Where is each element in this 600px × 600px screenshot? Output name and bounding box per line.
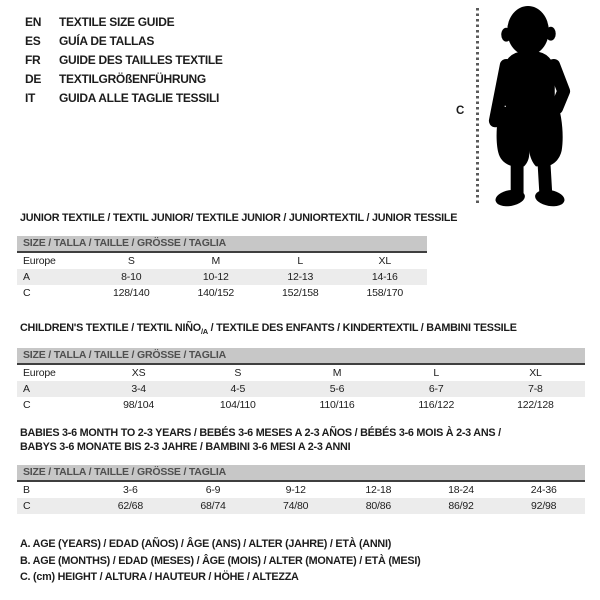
language-title: GUÍA DE TALLAS: [59, 33, 155, 48]
legend-line-b: B. AGE (MONTHS) / EDAD (MESES) / ÂGE (MOIS) / ALTER (MONATE) / ETÀ (MESI): [20, 554, 421, 567]
table-cell: 9-12: [285, 484, 306, 496]
language-code: ES: [25, 33, 41, 48]
table-cell: XL: [529, 367, 542, 379]
size-header-bar: SIZE / TALLA / TAILLE / GRÖSSE / TAGLIA: [17, 465, 585, 482]
table-cell: 68/74: [200, 500, 226, 512]
table-row: [17, 365, 585, 381]
table-cell: 3-4: [131, 383, 146, 395]
table-cell: 140/152: [197, 287, 235, 299]
table-row: [17, 498, 585, 514]
language-code: IT: [25, 90, 36, 105]
table-cell: 74/80: [283, 500, 309, 512]
table-cell: 6-9: [205, 484, 221, 496]
babies-size-table: [17, 465, 585, 514]
table-cell: 152/158: [281, 287, 319, 299]
table-cell: S: [127, 255, 135, 267]
children-title-subscript: /A: [200, 327, 208, 337]
table-cell: 116/122: [418, 399, 455, 411]
language-code: EN: [25, 14, 42, 29]
language-row-es: [25, 31, 223, 50]
table-cell: 8-10: [121, 271, 142, 283]
row-label: C: [23, 287, 31, 299]
children-title-pre: CHILDREN'S TEXTILE / TEXTIL NIÑO: [20, 322, 201, 334]
children-size-table: [17, 348, 585, 413]
table-cell: 122/128: [517, 399, 554, 411]
junior-table-title: JUNIOR TEXTILE / TEXTIL JUNIOR/ TEXTILE JUNIOR / JUNIORTEXTIL / JUNIOR TESSILE: [20, 212, 458, 224]
babies-title-line2: BABYS 3-6 MONATE BIS 2-3 JAHRE / BAMBINI 3-6 MESI A 2-3 ANNI: [20, 441, 351, 453]
row-label: A: [23, 383, 30, 395]
table-cell: 18-24: [448, 484, 474, 496]
row-label: Europe: [23, 255, 56, 267]
height-measure-label: C: [456, 105, 465, 117]
language-row-en: [25, 12, 223, 31]
language-row-it: [25, 88, 223, 107]
language-title-list: [25, 12, 223, 107]
row-label: A: [23, 271, 30, 283]
row-label: Europe: [23, 367, 56, 379]
children-table-title: [20, 322, 517, 336]
language-row-de: [25, 69, 223, 88]
table-row: [17, 482, 585, 498]
language-title: GUIDE DES TAILLES TEXTILE: [59, 52, 223, 67]
language-code: DE: [25, 71, 42, 86]
language-title: TEXTILE SIZE GUIDE: [59, 14, 175, 29]
table-cell: 62/68: [117, 500, 143, 512]
size-header-bar: SIZE / TALLA / TAILLE / GRÖSSE / TAGLIA: [17, 236, 427, 253]
language-title: TEXTILGRÖßENFÜHRUNG: [59, 71, 206, 86]
table-cell: XS: [131, 367, 146, 379]
table-cell: 92/98: [531, 500, 557, 512]
table-row: [17, 285, 427, 301]
table-cell: 14-16: [371, 271, 398, 283]
table-cell: 3-6: [123, 484, 138, 496]
language-title: GUIDA ALLE TAGLIE TESSILI: [59, 90, 220, 105]
language-code: FR: [25, 52, 41, 67]
table-cell: 158/170: [366, 287, 404, 299]
table-cell: 80/86: [365, 500, 391, 512]
table-cell: 4-5: [230, 383, 246, 395]
table-cell: 12-13: [287, 271, 314, 283]
babies-table-title: [20, 426, 585, 454]
row-label: B: [23, 484, 30, 496]
table-row: [17, 381, 585, 397]
table-cell: 5-6: [329, 383, 345, 395]
language-row-fr: [25, 50, 223, 69]
table-cell: 128/140: [112, 287, 150, 299]
table-row: [17, 397, 585, 413]
table-cell: 10-12: [202, 271, 229, 283]
table-cell: 98/104: [123, 399, 155, 411]
table-cell: 86/92: [448, 500, 474, 512]
baby-silhouette-icon: [484, 4, 574, 207]
legend-line-a: A. AGE (YEARS) / EDAD (AÑOS) / ÂGE (ANS) / ALTER (JAHRE) / ETÀ (ANNI): [20, 538, 392, 550]
legend-line-c: C. (cm) HEIGHT / ALTURA / HAUTEUR / HÖHE / ALTEZZA: [20, 571, 299, 583]
table-cell: M: [332, 367, 342, 379]
table-cell: 24-36: [530, 484, 557, 496]
table-row: [17, 269, 427, 285]
height-measure-dotted-line: [476, 8, 479, 206]
table-cell: L: [433, 367, 440, 379]
babies-title-line1: BABIES 3-6 MONTH TO 2-3 YEARS / BEBÉS 3-6 MESES A 2-3 AÑOS / BÉBÉS 3-6 MOIS À 2-3 ANS /: [20, 427, 501, 439]
children-title-post: / TEXTILE DES ENFANTS / KINDERTEXTIL / BAMBINI TESSILE: [207, 322, 517, 334]
table-cell: 12-18: [365, 484, 392, 496]
row-label: C: [23, 500, 31, 512]
table-row: [17, 253, 427, 269]
table-cell: XL: [378, 255, 391, 267]
measurement-legend: [20, 536, 420, 586]
junior-size-table: [17, 236, 427, 301]
row-label: C: [23, 399, 31, 411]
size-header-bar: SIZE / TALLA / TAILLE / GRÖSSE / TAGLIA: [17, 348, 585, 365]
table-cell: 110/116: [319, 399, 355, 411]
table-cell: 7-8: [528, 383, 543, 395]
table-cell: M: [211, 255, 221, 267]
table-cell: S: [234, 367, 242, 379]
table-cell: 104/110: [219, 399, 256, 411]
table-cell: L: [297, 255, 304, 267]
table-cell: 6-7: [428, 383, 444, 395]
